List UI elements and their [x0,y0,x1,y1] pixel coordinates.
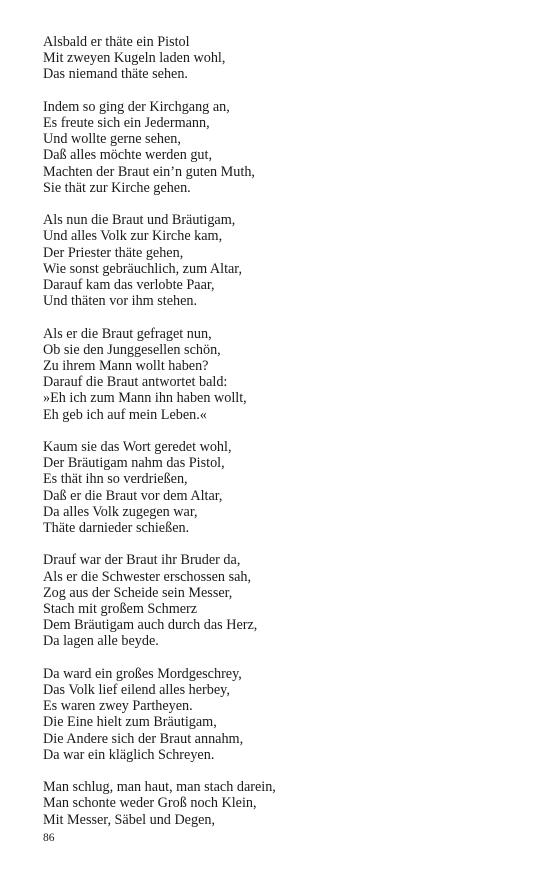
verse-line: Daß er die Braut vor dem Altar, [43,487,223,504]
verse-line: Eh geb ich auf mein Leben.« [43,406,207,423]
verse-line: Da war ein kläglich Schreyen. [43,746,215,763]
stanza [43,666,523,763]
verse-line: Und thäten vor ihm stehen. [43,293,198,310]
verse-line: Indem so ging der Kirchgang an, [43,98,230,115]
verse-line: Alsbald er thäte ein Pistol [43,34,190,50]
stanza [43,34,523,83]
stanza [43,212,523,309]
verse-line: Als nun die Braut und Bräutigam, [43,212,236,229]
verse-line: Stach mit großem Schmerz [43,601,198,618]
verse-line: »Eh ich zum Mann ihn haben wollt, [43,390,247,407]
stanza [43,779,523,828]
verse-line: Als er die Braut gefraget nun, [43,325,212,342]
verse-line: Die Eine hielt zum Bräutigam, [43,714,217,731]
verse-line: Darauf die Braut antwortet bald: [43,374,228,391]
verse-line: Es freute sich ein Jedermann, [43,115,210,131]
verse-line: Sie thät zur Kirche gehen. [43,179,191,196]
verse-line: Da alles Volk zugegen war, [43,503,198,520]
verse-line: Zu ihrem Mann wollt haben? [43,358,209,375]
verse-line: Der Bräutigam nahm das Pistol, [43,455,225,472]
verse-line: Dem Bräutigam auch durch das Herz, [43,617,258,634]
verse-line: Es thät ihn so verdrießen, [43,471,188,488]
verse-line: Machten der Braut ein’n guten Muth, [43,163,255,180]
stanza [43,439,523,536]
verse-line: Als er die Schwester erschossen sah, [43,568,252,585]
verse-line: Man schlug, man haut, man stach darein, [43,779,276,796]
verse-line: Der Priester thäte gehen, [43,244,184,261]
verse-line: Da lagen alle beyde. [43,633,159,650]
verse-line: Kaum sie das Wort geredet wohl, [43,439,232,456]
verse-line: Ob sie den Junggesellen schön, [43,341,221,358]
verse-line: Mit zweyen Kugeln laden wohl, [43,50,226,67]
page-number: 86 [43,832,55,844]
verse-line: Man schonte weder Groß noch Klein, [43,795,257,812]
stanza [43,326,523,423]
verse-line: Und alles Volk zur Kirche kam, [43,228,223,245]
verse-line: Thäte darnieder schießen. [43,520,190,537]
verse-line: Es waren zwey Partheyen. [43,698,193,715]
verse-line: Wie sonst gebräuchlich, zum Altar, [43,260,243,277]
verse-line: Mit Messer, Säbel und Degen, [43,811,216,828]
verse-line: Daß alles möchte werden gut, [43,147,213,164]
verse-line: Da ward ein großes Mordgeschrey, [43,665,242,682]
verse-line: Darauf kam das verlobte Paar, [43,277,215,294]
verse-line: Zog aus der Scheide sein Messer, [43,584,233,601]
verse-line: Das niemand thäte sehen. [43,66,188,83]
verse-line: Drauf war der Braut ihr Bruder da, [43,552,241,569]
verse-line: Die Andere sich der Braut annahm, [43,730,244,747]
stanza [43,99,523,196]
poem-text [43,34,523,844]
verse-line: Das Volk lief eilend alles herbey, [43,682,230,699]
verse-line: Und wollte gerne sehen, [43,131,181,148]
stanza [43,552,523,649]
